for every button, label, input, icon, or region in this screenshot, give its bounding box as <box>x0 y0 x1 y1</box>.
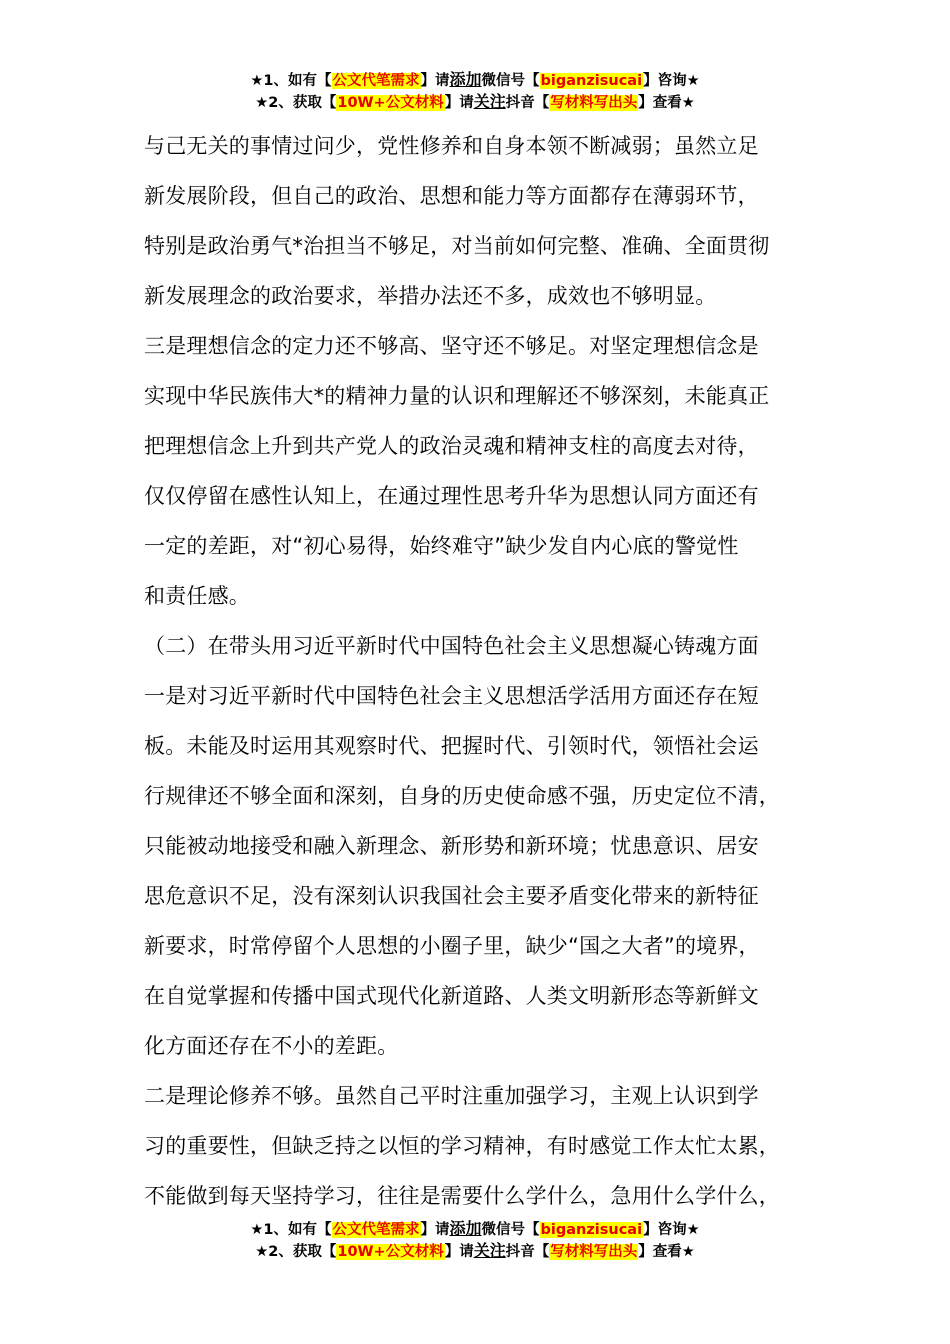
body-line: 思危意识不足，没有深刻认识我国社会主要矛盾变化带来的新特征 <box>144 884 759 908</box>
banner-text: 】咨询★ <box>643 1222 700 1238</box>
body-line: 和责任感。 <box>144 584 250 608</box>
banner-text: ★1、如有【 <box>250 1222 332 1238</box>
banner-text: 】请 <box>444 1244 474 1260</box>
body-line: 只能被动地接受和融入新理念、新形势和新环境；忧患意识、居安 <box>144 834 759 858</box>
highlight-writing-service: 公文代笔需求 <box>332 73 420 89</box>
banner-text: 】请 <box>420 73 450 89</box>
banner-emphasis: 关注 <box>473 1241 506 1260</box>
banner-text: 微信号【 <box>481 1222 540 1238</box>
highlight-materials: 10W+公文材料 <box>337 1244 444 1260</box>
banner-text: ★2、获取【 <box>255 1244 337 1260</box>
banner-text: 】请 <box>444 95 474 111</box>
section-heading: （二）在带头用习近平新时代中国特色社会主义思想凝心铸魂方面 <box>144 634 759 658</box>
body-line: 习的重要性，但缺乏持之以恒的学习精神，有时感觉工作太忙太累， <box>144 1134 780 1158</box>
body-line: 实现中华民族伟大*的精神力量的认识和理解还不够深刻，未能真正 <box>144 384 770 408</box>
footer-banner <box>0 1218 950 1262</box>
banner-emphasis: 添加 <box>449 70 482 89</box>
body-line: 一定的差距，对“初心易得，始终难守”缺少发自内心底的警觉性 <box>144 534 739 558</box>
body-line: 二是理论修养不够。虽然自己平时注重加强学习，主观上认识到学 <box>144 1084 759 1108</box>
banner-text: 】咨询★ <box>643 73 700 89</box>
banner-line-2 <box>0 1240 950 1262</box>
banner-text: 微信号【 <box>481 73 540 89</box>
body-line: 新发展阶段，但自己的政治、思想和能力等方面都存在薄弱环节， <box>144 184 759 208</box>
highlight-douyin-account: 写材料写出头 <box>550 95 638 111</box>
body-line: 特别是政治勇气*治担当不够足，对当前如何完整、准确、全面贯彻 <box>144 234 770 258</box>
highlight-writing-service: 公文代笔需求 <box>332 1222 420 1238</box>
banner-text: 抖音【 <box>505 1244 550 1260</box>
highlight-materials: 10W+公文材料 <box>337 95 444 111</box>
highlight-douyin-account: 写材料写出头 <box>550 1244 638 1260</box>
banner-emphasis: 关注 <box>473 92 506 111</box>
banner-line-1 <box>0 1218 950 1240</box>
banner-text: 】请 <box>420 1222 450 1238</box>
body-line: 不能做到每天坚持学习，往往是需要什么学什么，急用什么学什么， <box>144 1184 780 1208</box>
highlight-wechat-id: biganzisucai <box>540 1222 643 1238</box>
body-line: 与己无关的事情过问少，党性修养和自身本领不断减弱；虽然立足 <box>144 134 759 158</box>
banner-text: 】查看★ <box>638 95 695 111</box>
header-banner <box>0 69 950 113</box>
body-line: 化方面还存在不小的差距。 <box>144 1034 399 1058</box>
body-line: 新发展理念的政治要求，举措办法还不多，成效也不够明显。 <box>144 284 717 308</box>
body-line: 行规律还不够全面和深刻，自身的历史使命感不强，历史定位不清， <box>144 784 780 808</box>
body-line: 在自觉掌握和传播中国式现代化新道路、人类文明新形态等新鲜文 <box>144 984 759 1008</box>
document-body <box>144 121 834 1221</box>
body-line: 三是理想信念的定力还不够高、坚守还不够足。对坚定理想信念是 <box>144 334 759 358</box>
body-line: 把理想信念上升到共产党人的政治灵魂和精神支柱的高度去对待， <box>144 434 759 458</box>
banner-text: 】查看★ <box>638 1244 695 1260</box>
banner-text: 抖音【 <box>505 95 550 111</box>
body-line: 仅仅停留在感性认知上，在通过理性思考升华为思想认同方面还有 <box>144 484 759 508</box>
body-line: 新要求，时常停留个人思想的小圈子里，缺少“国之大者”的境界， <box>144 934 760 958</box>
body-line: 板。未能及时运用其观察时代、把握时代、引领时代，领悟社会运 <box>144 734 759 758</box>
banner-emphasis: 添加 <box>449 1219 482 1238</box>
banner-line-1 <box>0 69 950 91</box>
body-line: 一是对习近平新时代中国特色社会主义思想活学活用方面还存在短 <box>144 684 759 708</box>
banner-line-2 <box>0 91 950 113</box>
highlight-wechat-id: biganzisucai <box>540 73 643 89</box>
banner-text: ★1、如有【 <box>250 73 332 89</box>
banner-text: ★2、获取【 <box>255 95 337 111</box>
